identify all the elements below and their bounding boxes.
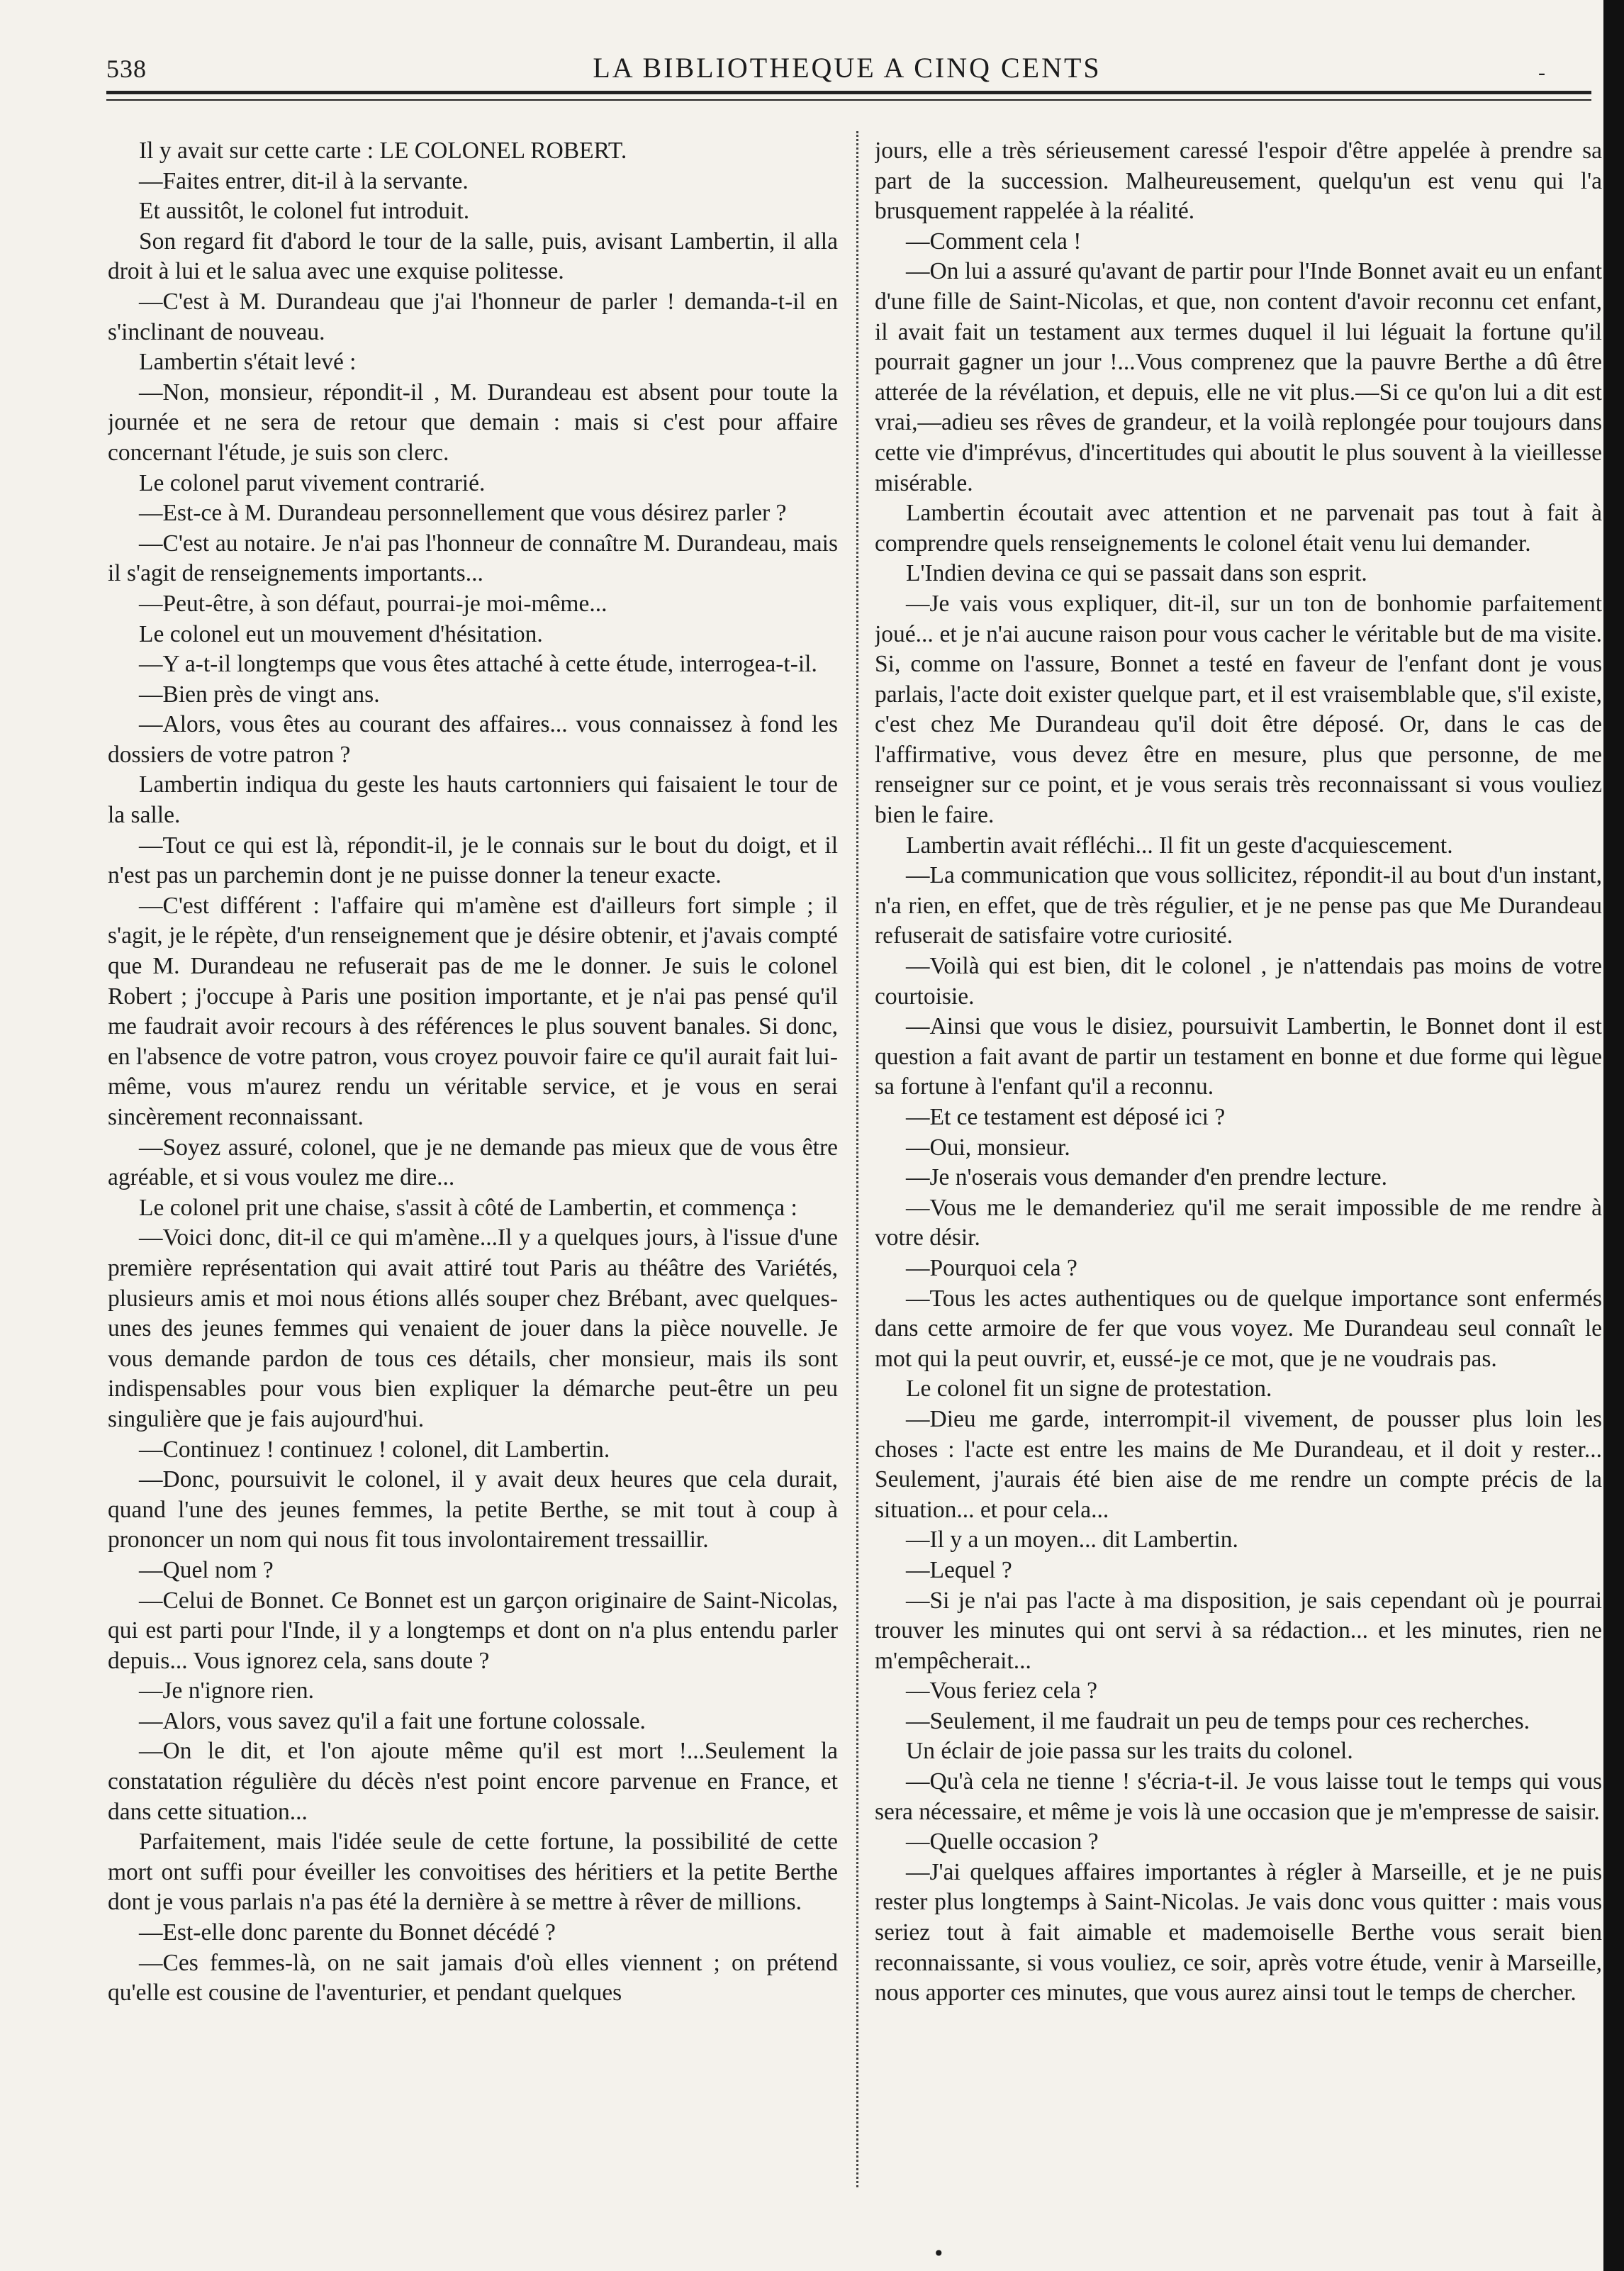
paragraph: —Si je n'ai pas l'acte à ma disposition, je sais cependant où je pourrai trouver les minutes qui ont servi à sa rédaction... et les minutes, rien ne m'empêcherait... bbox=[875, 1587, 1602, 1674]
paragraph: Le colonel eut un mouvement d'hésitation. bbox=[139, 620, 543, 647]
paragraph: Le colonel fit un signe de protestation. bbox=[906, 1376, 1272, 1402]
paragraph: —Seulement, il me faudrait un peu de temps pour ces recherches. bbox=[906, 1707, 1530, 1734]
page-number: 538 bbox=[106, 55, 147, 83]
paragraph: —Tous les actes authentiques ou de quelque importance sont enfermés dans cette armoire de fer que vous voyez. Me Durandeau seul connaît le mot qui la peut ouvrir, et, eussé-je ce mot, que je ne voudrais pas. bbox=[875, 1285, 1602, 1372]
paragraph: L'Indien devina ce qui se passait dans son esprit. bbox=[906, 560, 1367, 587]
paragraph: Le colonel prit une chaise, s'assit à côté de Lambertin, et commença : bbox=[139, 1194, 797, 1221]
paragraph: —Je n'ignore rien. bbox=[139, 1678, 314, 1704]
paragraph: —Ainsi que vous le disiez, poursuivit Lambertin, le Bonnet dont il est question a fait avant de partir un testament en bonne et due forme qui lègue sa fortune à l'enfant qu'il a reconnu. bbox=[875, 1013, 1602, 1100]
paragraph: —C'est au notaire. Je n'ai pas l'honneur de connaître M. Durandeau, mais il s'agit de renseignements importants... bbox=[108, 530, 838, 587]
paragraph: —Non, monsieur, répondit-il , M. Durandeau est absent pour toute la journée et ne sera de retour que demain : mais si c'est pour affaire concernant l'étude, je suis son clerc. bbox=[108, 379, 838, 466]
paragraph: —Qu'à cela ne tienne ! s'écria-t-il. Je vous laisse tout le temps qui vous sera nécessaire, et même je vois là une occasion que je m'empresse de saisir. bbox=[875, 1768, 1602, 1825]
paragraph: —Est-ce à M. Durandeau personnellement que vous désirez parler ? bbox=[139, 500, 787, 527]
paragraph: —La communication que vous sollicitez, répondit-il au bout d'un instant, n'a rien, en effet, que de très régulier, et je ne pense pas que Me Durandeau refuserait de satisfaire votre curiosité. bbox=[875, 862, 1602, 949]
paragraph: Parfaitement, mais l'idée seule de cette fortune, la possibilité de cette mort ont suffi pour éveiller les convoitises des héritiers et la petite Berthe dont je vous parlais n'a pas été la dernière à se mettre à rêver de millions. bbox=[108, 1829, 838, 1916]
paragraph: —J'ai quelques affaires importantes à régler à Marseille, et je ne puis rester plus longtemps à Saint-Nicolas. Je vais donc vous quitter : mais vous seriez tout à fait aimable et mademoiselle Berthe vous serait bien reconnaissante, si vous vouliez, ce soir, après votre étude, venir à Marseille, nous apporter ces minutes, que vous aurez ainsi tout le temps de chercher. bbox=[875, 1858, 1602, 2007]
paragraph: —Vous me le demanderiez qu'il me serait impossible de me rendre à votre désir. bbox=[875, 1194, 1602, 1251]
scan-edge-bar bbox=[1603, 0, 1624, 2271]
footer-dot: • bbox=[933, 2242, 945, 2265]
paragraph: —C'est à M. Durandeau que j'ai l'honneur de parler ! demanda-t-il en s'inclinant de nouveau. bbox=[108, 288, 838, 345]
running-title: LA BIBLIOTHEQUE A CINQ CENTS bbox=[593, 52, 1102, 84]
paragraph: Son regard fit d'abord le tour de la salle, puis, avisant Lambertin, il alla droit à lui et le salua avec une exquise politesse. bbox=[108, 228, 838, 285]
paragraph: —Y a-t-il longtemps que vous êtes attaché à cette étude, interrogea-t-il. bbox=[139, 651, 817, 678]
paragraph: Et aussitôt, le colonel fut introduit. bbox=[139, 198, 470, 225]
paragraph: —On lui a assuré qu'avant de partir pour l'Inde Bonnet avait eu un enfant d'une fille de Saint-Nicolas, et que, non content d'avoir reconnu cet enfant, il avait fait un testament aux termes duquel il lui léguait la fortune qu'il pourrait gagner un jour !...Vous comprenez que la pauvre Berthe a dû être atterée de la révélation, et depuis, elle ne vit plus.—Si ce qu'on lui a dit est vrai,—adieu ses rêves de grandeur, et la voilà replongée pour toujours dans cette vie d'imprévus, d'incertitudes qui aboutit le plus souvent à la vieillesse misérable. bbox=[875, 258, 1602, 496]
paragraph: —Peut-être, à son défaut, pourrai-je moi-même... bbox=[139, 590, 607, 617]
paragraph: —Quelle occasion ? bbox=[906, 1829, 1099, 1856]
paragraph: —Voilà qui est bien, dit le colonel , je n'attendais pas moins de votre courtoisie. bbox=[875, 953, 1602, 1010]
paragraph: —Vous feriez cela ? bbox=[906, 1678, 1098, 1704]
paragraph: jours, elle a très sérieusement caressé l'espoir d'être appelée à prendre sa part de la succession. Malheureusement, quelqu'un est venu qui l'a brusquement rappelée à la réalité. bbox=[875, 138, 1602, 225]
header-rule-thin bbox=[106, 99, 1591, 101]
paragraph: —Tout ce qui est là, répondit-il, je le connais sur le bout du doigt, et il n'est pas un parchemin dont je ne puisse donner la teneur exacte. bbox=[108, 832, 838, 889]
paragraph: —Oui, monsieur. bbox=[906, 1134, 1070, 1161]
paragraph: —Est-elle donc parente du Bonnet décédé ? bbox=[139, 1919, 556, 1946]
paragraph: —Il y a un moyen... dit Lambertin. bbox=[906, 1527, 1238, 1553]
paragraph: —Voici donc, dit-il ce qui m'amène...Il y a quelques jours, à l'issue d'une première représentation qui avait attiré tout Paris au théâtre des Variétés, plusieurs amis et moi nous étions allés souper chez Brébant, avec quelques-unes des jeunes femmes qui venaient de jouer dans la pièce nouvelle. Je vous demande pardon de tous ces détails, cher monsieur, mais ils sont indispensables pour vous bien expliquer la démarche peut-être un peu singulière que je fais aujourd'hui. bbox=[108, 1224, 838, 1432]
paragraph: Un éclair de joie passa sur les traits du colonel. bbox=[906, 1738, 1353, 1765]
paragraph: Lambertin indiqua du geste les hauts cartonniers qui faisaient le tour de la salle. bbox=[108, 771, 838, 829]
paragraph: —C'est différent : l'affaire qui m'amène est d'ailleurs fort simple ; il s'agit, je le répète, d'un renseignement que je désire obtenir, et j'avais compté que M. Durandeau ne refuserait pas de me le donner. Je suis le colonel Robert ; j'occupe à Paris une position importante, et je n'ai pas pensé qu'il me faudrait avoir recours à des références le plus souvent banales. Si donc, en l'absence de votre patron, vous croyez pouvoir faire ce qu'il aurait fait lui-même, vous m'aurez rendu un véritable service, et je vous en serai sincèrement reconnaissant. bbox=[108, 892, 838, 1130]
paragraph: —Dieu me garde, interrompit-il vivement, de pousser plus loin les choses : l'acte est entre les mains de Me Durandeau, et il doit y rester... Seulement, j'aurais été bien aise de me rendre un compte précis de la situation... et pour cela... bbox=[875, 1405, 1602, 1523]
paragraph: —Soyez assuré, colonel, que je ne demande pas mieux que de vous être agréable, et si vous voulez me dire... bbox=[108, 1134, 838, 1191]
paragraph: —Pourquoi cela ? bbox=[906, 1254, 1077, 1281]
paragraph: Lambertin avait réfléchi... Il fit un geste d'acquiescement. bbox=[906, 832, 1453, 859]
paragraph: —On le dit, et l'on ajoute même qu'il est mort !...Seulement la constatation régulière du décès n'est point encore parvenue en France, et dans cette situation... bbox=[108, 1738, 838, 1825]
paragraph: Il y avait sur cette carte : LE COLONEL ROBERT. bbox=[139, 138, 627, 164]
paragraph: —Bien près de vingt ans. bbox=[139, 681, 380, 708]
left-column bbox=[108, 136, 838, 2235]
paragraph: —Je n'oserais vous demander d'en prendre lecture. bbox=[906, 1164, 1388, 1191]
paragraph: —Continuez ! continuez ! colonel, dit Lambertin. bbox=[139, 1436, 610, 1463]
page-header bbox=[106, 48, 1588, 91]
paragraph: —Ces femmes-là, on ne sait jamais d'où elles viennent ; on prétend qu'elle est cousine de l'aventurier, et pendant quelques bbox=[108, 1949, 838, 2007]
column-divider bbox=[856, 131, 858, 2187]
paragraph: —Je vais vous expliquer, dit-il, sur un ton de bonhomie parfaitement joué... et je n'ai aucune raison pour vous cacher le véritable but de ma visite. Si, comme on l'assure, Bonnet a testé en faveur de l'enfant dont je vous parlais, l'acte doit exister quelque part, et il est vraisemblable que, s'il existe, c'est chez Me Durandeau qu'il doit être déposé. Or, dans le cas de l'affirmative, vous devez être en mesure, plus que personne, de me renseigner sur ce point, et je vous serais très reconnaissant si vous vouliez bien le faire. bbox=[875, 590, 1602, 829]
paragraph: Le colonel parut vivement contrarié. bbox=[139, 469, 486, 496]
paragraph: —Donc, poursuivit le colonel, il y avait deux heures que cela durait, quand l'une des jeunes femmes, la petite Berthe, se mit tout à coup à prononcer un nom qui nous fit tous involontairement tressaillir. bbox=[108, 1466, 838, 1553]
paragraph: Lambertin écoutait avec attention et ne parvenait pas tout à fait à comprendre quels renseignements le colonel était venu lui demander. bbox=[875, 500, 1602, 557]
paragraph: —Quel nom ? bbox=[139, 1556, 274, 1583]
paragraph: —Alors, vous êtes au courant des affaires... vous connaissez à fond les dossiers de votre patron ? bbox=[108, 711, 838, 768]
paragraph: —Alors, vous savez qu'il a fait une fortune colossale. bbox=[139, 1707, 646, 1734]
header-mark: - bbox=[1538, 61, 1545, 84]
header-rule-thick bbox=[106, 91, 1591, 94]
paragraph: Lambertin s'était levé : bbox=[139, 349, 357, 376]
paragraph: —Et ce testament est déposé ici ? bbox=[906, 1104, 1226, 1130]
paragraph: —Lequel ? bbox=[906, 1556, 1012, 1583]
paragraph: —Comment cela ! bbox=[906, 228, 1082, 255]
paragraph: —Celui de Bonnet. Ce Bonnet est un garçon originaire de Saint-Nicolas, qui est parti pour l'Inde, il y a longtemps et dont on n'a plus entendu parler depuis... Vous ignorez cela, sans doute ? bbox=[108, 1587, 838, 1674]
right-column bbox=[875, 136, 1602, 2235]
paragraph: —Faites entrer, dit-il à la servante. bbox=[139, 167, 469, 194]
